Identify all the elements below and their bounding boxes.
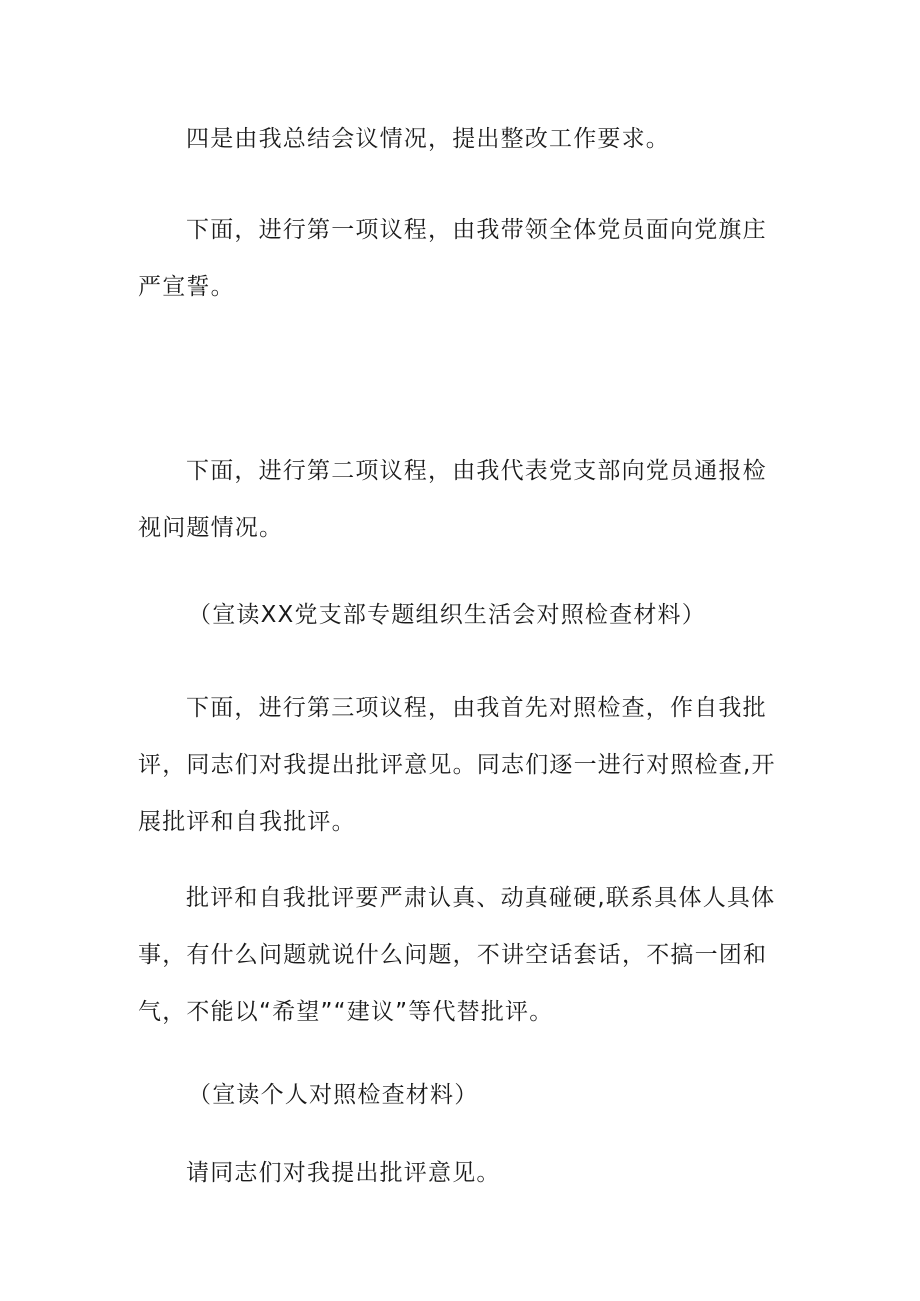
paragraph-agenda-item-three: 下面，进行第三项议程，由我首先对照检查，作自我批评，同志们对我提出批评意见。同志们逐一进行对照检查,开展批评和自我批评。 bbox=[138, 695, 776, 835]
paragraph-summary-requirements: 四是由我总结会议情况，提出整改工作要求。 bbox=[186, 126, 670, 152]
note-read-branch-material: （宣读XX党支部专题组织生活会对照检查材料） bbox=[188, 602, 706, 628]
paragraph-invite-criticism: 请同志们对我提出批评意见。 bbox=[186, 1160, 501, 1186]
paragraph-agenda-item-one: 下面，进行第一项议程，由我带领全体党员面向党旗庄严宣誓。 bbox=[138, 217, 767, 300]
paragraph-agenda-item-two: 下面，进行第二项议程，由我代表党支部向党员通报检视问题情况。 bbox=[138, 458, 767, 541]
paragraph-criticism-guidance: 批评和自我批评要严肃认真、动真碰硬,联系具体人具体事，有什么问题就说什么问题，不讲空话套话，不搞一团和气，不能以“希望”“建议”等代替批评。 bbox=[138, 885, 776, 1025]
note-read-personal-material: （宣读个人对照检查材料） bbox=[188, 1082, 479, 1108]
